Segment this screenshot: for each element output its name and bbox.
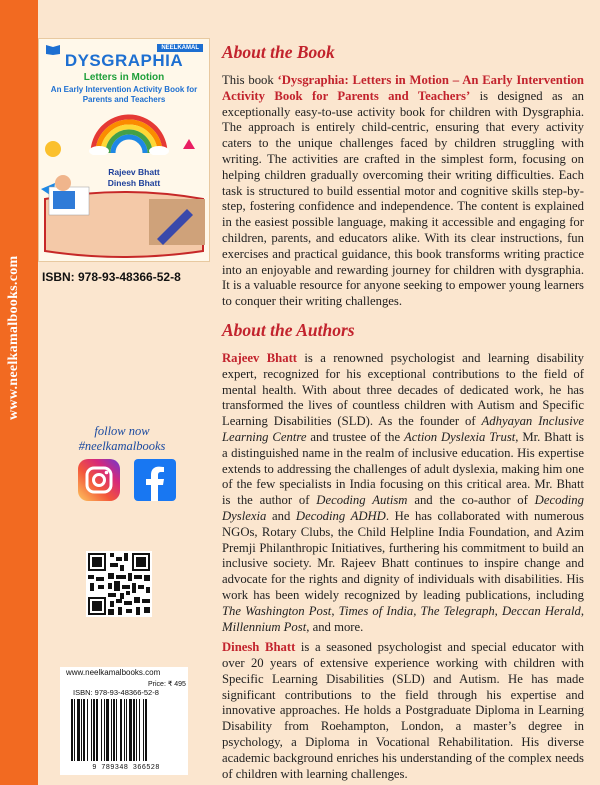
rajeev-t1: is a renowned psychologist and learning disability expert, recognized for his exceptional contributions to the field of mental health. With about three decades of dedicated work, he has transformed the lives of countless children with Autism and Specific Learning Disabilities (SLD). As the founder of (222, 350, 584, 429)
spine-strip (0, 0, 38, 785)
rajeev-t11: , and more. (306, 619, 364, 634)
cover-title: DYSGRAPHIA (64, 51, 184, 70)
main-content (222, 42, 584, 782)
rajeev-t10: , (580, 603, 584, 618)
qr-code-icon[interactable] (86, 551, 152, 617)
rajeev-i10: Millennium Post (222, 619, 307, 634)
follow-hashtag: #neelkamalbooks (78, 439, 166, 453)
about-book-heading: About the Book (222, 42, 335, 62)
rajeev-t8: , (413, 603, 421, 618)
about-authors-heading: About the Authors (222, 319, 355, 340)
cover-author-1: Rajeev Bhatt (108, 167, 160, 177)
rajeev-i1: Adhyayan Inclusive Learning Centre (222, 414, 584, 444)
cover-author-2: Dinesh Bhatt (107, 178, 161, 188)
cover-illustration (39, 129, 209, 261)
follow-line-1: follow now (94, 424, 150, 438)
rajeev-t6: . He has collaborated with numerous NGOs, Rotary Clubs, the Child Helpline India Foundation, and Azim Premji Philanthropic Initiatives, furthering his commitment to build an inclusive society. Mr. Rajeev Bhatt continues to inspire change and advocate for the rights and dignity of individuals with disabilities. His work has been widely recognized by leading publications, including (222, 508, 584, 602)
barcode-icon (68, 697, 184, 763)
cover-subtitle: Letters in Motion (83, 72, 165, 83)
rajeev-i9: Deccan Herald (501, 603, 581, 618)
rajeev-i4: Decoding Dyslexia (222, 493, 584, 523)
dinesh-body: is a seasoned psychologist and special educator with over 20 years of extensive experience working with children with Specific Learning Disabilities (SLD) and Autism. He has made significant contributions to the field through his expertise and innovative approaches. He holds a Postgraduate Diploma in Learning Disability from Roehampton, London, a master’s degree in psychology, a Diploma in Vocational Rehabilitation. His diverse academic background enriches his understanding of the complex needs of children with learning challenges. (222, 640, 584, 781)
cover-tagline: An Early Intervention Activity Book for Parents and Teachers (50, 85, 198, 104)
spine-website: www.neelkamalbooks.com (6, 255, 21, 420)
rajeev-t7: , (331, 603, 339, 618)
rajeev-i7: Times of India (338, 603, 414, 618)
barcode-website: www.neelkamalbooks.com (66, 668, 161, 677)
rajeev-t9: , (494, 603, 502, 618)
rajeev-i2: Action Dyslexia Trust (403, 429, 516, 444)
rajeev-t5: and (266, 508, 296, 523)
barcode-price: Price: ₹ 495 (148, 681, 186, 688)
barcode-number: 9 789348 366528 (92, 764, 160, 772)
about-book-paragraph (222, 73, 584, 310)
follow-block (62, 424, 182, 454)
rajeev-i5: Decoding ADHD (295, 508, 386, 523)
book-title: ‘Dysgraphia: Letters in Motion – An Early Intervention Activity Book for Parents and Teachers’ (222, 73, 584, 103)
author-name-rajeev: Rajeev Bhatt (222, 350, 298, 365)
rajeev-i3: Decoding Autism (316, 493, 408, 508)
social-icons (78, 459, 178, 503)
rajeev-t4: and the co-author of (407, 493, 535, 508)
rajeev-i8: The Telegraph (420, 603, 495, 618)
facebook-icon[interactable] (134, 459, 176, 501)
isbn-label: ISBN: 978-93-48366-52-8 (42, 270, 181, 284)
about-book-lead: This book (222, 73, 278, 87)
rajeev-t2: and trustee of the (306, 429, 404, 444)
cover-authors (99, 167, 169, 189)
dinesh-paragraph (222, 640, 584, 782)
barcode-isbn: ISBN: 978-93-48366-52-8 (73, 688, 159, 697)
about-book-body: is designed as an exceptionally easy-to-use activity book for children with Dysgraphia. The approach is entirely child-centric, ensuring that every activity caters to the unique challenges faced by children struggling with writing. The activities are crafted in the simplest form, focusing on helping children gradually overcoming their writing difficulties. Each task is structured to build essential motor and cognitive skills step-by-step, fostering confidence and independence. The content is explained in the easiest possible language, making it accessible and engaging for children, parents, and educators alike. With its clear instructions, fun exercises and practical guidance, this book transforms writing practice into an enjoyable and rewarding journey for children with dysgraphia. It is a valuable resource for anyone seeking to empower young learners to conquer their writing challenges. (222, 88, 584, 309)
rajeev-paragraph (222, 351, 584, 635)
rajeev-i6: The Washington Post (222, 603, 332, 618)
left-column (38, 0, 208, 785)
author-name-dinesh: Dinesh Bhatt (222, 640, 296, 655)
rajeev-t3: , Mr. Bhatt is a distinguished name in the realm of inclusive education. His expertise extends to addressing the challenges of adult dyslexia, making him one of the few specialists in India focusing on this critical area. Mr. Bhatt is the author of (222, 429, 584, 508)
instagram-icon[interactable] (78, 459, 120, 501)
publisher-logo: NEELKAMAL (157, 44, 203, 52)
book-cover (38, 38, 210, 262)
